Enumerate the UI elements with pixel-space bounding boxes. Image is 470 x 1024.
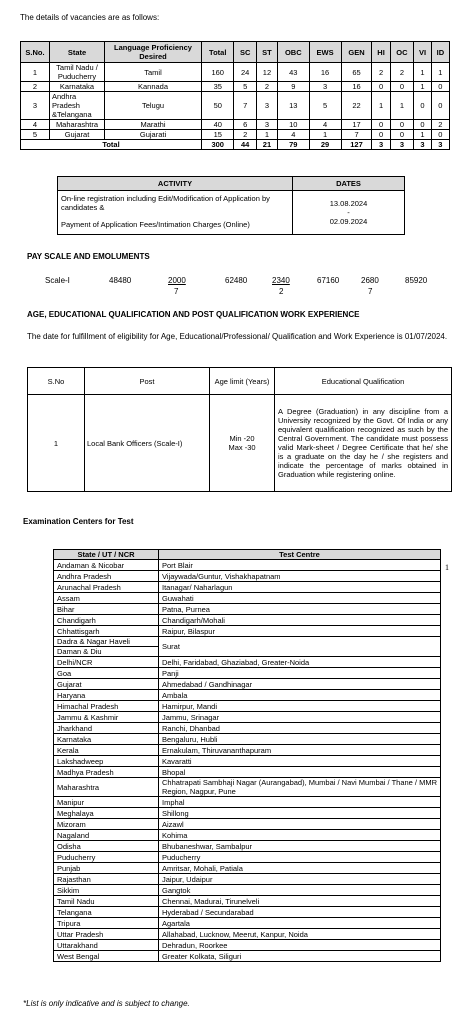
age-min: Min -20 [229,434,255,443]
center-test-centre: Gangtok [159,885,441,896]
vacancy-cell: 7 [341,130,372,140]
center-state: Himachal Pradesh [54,701,159,712]
eligibility-header-age: Age limit (Years) [210,368,275,395]
center-state: Uttarakhand [54,940,159,951]
vacancy-cell: Marathi [105,120,202,130]
total-cell: 3 [372,140,390,150]
table-row [54,593,441,604]
vacancy-cell: 9 [278,82,309,92]
vacancy-cell: 0 [414,92,432,120]
side-mark: 1 [445,563,449,572]
vacancy-header-row [21,42,450,63]
vacancy-cell: 40 [202,120,234,130]
total-cell: 3 [390,140,414,150]
vacancy-cell: 2 [431,120,449,130]
table-row [54,808,441,819]
center-state: West Bengal [54,951,159,962]
center-test-centre: Greater Kolkata, Siliguri [159,951,441,962]
table-row [28,395,452,492]
scale-label: Scale-I [45,276,70,285]
center-test-centre: Bhopal [159,767,441,778]
centers-body [54,797,441,962]
center-test-centre: Imphal [159,797,441,808]
center-test-centre: Ernakulam, Thiruvananthapuram [159,745,441,756]
center-state: Maharashtra [54,778,159,797]
vacancy-cell: Andhra Pradesh &Telangana [50,92,105,120]
center-state: Jammu & Kashmir [54,712,159,723]
table-row [54,701,441,712]
pay-value-1: 48480 [109,276,132,285]
dates-header: DATES [293,177,405,191]
vacancy-header-id: ID [431,42,449,63]
center-test-centre: Amritsar, Mohali, Patiala [159,863,441,874]
center-test-centre: Raipur, Bilaspur [159,626,441,637]
center-state: Andhra Pradesh [54,571,159,582]
center-test-centre: Shillong [159,808,441,819]
center-test-centre: Kavaratti [159,756,441,767]
center-test-centre: Hamirpur, Mandi [159,701,441,712]
center-test-centre: Ranchi, Dhanbad [159,723,441,734]
vacancy-cell: 0 [431,82,449,92]
table-row [54,940,441,951]
table-row [54,852,441,863]
table-row [58,191,405,235]
table-row [54,734,441,745]
total-cell: 300 [202,140,234,150]
vacancy-cell: 5 [309,92,341,120]
table-row [54,571,441,582]
centers-header-row [54,550,441,560]
centers-body [54,657,441,778]
centers-heading: Examination Centers for Test [23,517,134,526]
center-test-centre: Jammu, Srinagar [159,712,441,723]
center-state: Sikkim [54,885,159,896]
vacancy-cell: 0 [390,82,414,92]
pay-count-3: 7 [368,287,373,296]
vacancy-cell: Telugu [105,92,202,120]
pay-value-4: 85920 [405,276,428,285]
vacancy-cell: 2 [21,82,50,92]
center-state: Delhi/NCR [54,657,159,668]
vacancy-cell: 17 [341,120,372,130]
vacancy-header-ews: EWS [309,42,341,63]
activity-header: ACTIVITY [58,177,293,191]
total-cell: 44 [234,140,256,150]
center-test-centre: Hyderabad / Secundarabad [159,907,441,918]
eligibility-header-sno: S.No [28,368,85,395]
activity-line-1: On-line registration including Edit/Modification of Application by candidates & [61,194,270,212]
vacancy-cell: 1 [372,92,390,120]
vacancy-cell: 43 [278,63,309,82]
vacancy-cell: 0 [372,130,390,140]
eligibility-header-post: Post [85,368,210,395]
vacancy-cell: Maharashtra [50,120,105,130]
center-state: Puducherry [54,852,159,863]
center-test-centre: Chhatrapati Sambhaji Nagar (Aurangabad), Mumbai / Navi Mumbai / Thane / MMR Region, Nagpur, Pune [159,778,441,797]
centers-header-state: State / UT / NCR [54,550,159,560]
table-row [54,615,441,626]
center-state: Meghalaya [54,808,159,819]
pay-increment-3: 2680 [361,276,379,285]
center-state: Kerala [54,745,159,756]
center-state: Madhya Pradesh [54,767,159,778]
vacancy-cell: 0 [431,130,449,140]
age-heading: AGE, EDUCATIONAL QUALIFICATION AND POST QUALIFICATION WORK EXPERIENCE [27,310,360,319]
center-state: Punjab [54,863,159,874]
center-state: Goa [54,668,159,679]
vacancy-cell: 3 [256,120,277,130]
vacancy-cell: 1 [431,63,449,82]
activity-line-2: Payment of Application Fees/Intimation Charges (Online) [61,220,250,229]
vacancy-cell: Tamil Nadu / Puducherry [50,63,105,82]
date-start: 13.08.2024 [329,199,368,208]
center-state: Mizoram [54,819,159,830]
vacancy-cell: 2 [234,130,256,140]
vacancy-cell: 1 [21,63,50,82]
vacancy-cell: 2 [390,63,414,82]
center-test-centre: Ahmedabad / Gandhinagar [159,679,441,690]
vacancy-cell: 4 [21,120,50,130]
center-state: Nagaland [54,830,159,841]
vacancy-cell: Kannada [105,82,202,92]
center-state: Assam [54,593,159,604]
vacancy-cell: 15 [202,130,234,140]
vacancy-cell: 0 [414,120,432,130]
age-max: Max -30 [228,443,256,452]
vacancy-cell: 1 [256,130,277,140]
center-test-centre: Agartala [159,918,441,929]
table-row [54,712,441,723]
vacancy-cell: 24 [234,63,256,82]
date-separator: - [347,208,350,217]
footnote: *List is only indicative and is subject to change. [23,999,190,1008]
table-row [54,778,441,797]
center-test-centre: Bhubaneshwar, Sambalpur [159,841,441,852]
vacancy-cell: 35 [202,82,234,92]
table-row [54,637,441,647]
table-row [54,745,441,756]
table-row [54,767,441,778]
pay-count-1: 7 [174,287,179,296]
vacancy-cell: 2 [256,82,277,92]
center-state: Chandigarh [54,615,159,626]
vacancy-cell: 1 [414,82,432,92]
total-cell: 3 [431,140,449,150]
centers-table [53,549,441,962]
center-test-centre: Vijaywada/Guntur, Vishakhapatnam [159,571,441,582]
table-row [54,756,441,767]
vacancy-cell: 12 [256,63,277,82]
age-note: The date for fulfillment of eligibility for Age, Educational/Professional/ Qualification and Work Experience is 01/07/2024. [27,332,448,341]
vacancy-header-obc: OBC [278,42,309,63]
center-state: Uttar Pradesh [54,929,159,940]
vacancy-cell: 2 [372,63,390,82]
table-row [54,896,441,907]
center-state: Haryana [54,690,159,701]
vacancy-cell: 0 [372,82,390,92]
vacancy-cell: Karnataka [50,82,105,92]
pay-heading: PAY SCALE AND EMOLUMENTS [27,252,150,261]
vacancy-cell: 13 [278,92,309,120]
vacancy-cell: 3 [256,92,277,120]
vacancy-cell: 7 [234,92,256,120]
table-row [21,130,450,140]
vacancy-header-language: Language Proficiency Desired [105,42,202,63]
total-label: Total [21,140,202,150]
vacancy-cell: 0 [431,92,449,120]
center-test-centre: Kohima [159,830,441,841]
center-test-centre: Panji [159,668,441,679]
center-state: Lakshadweep [54,756,159,767]
vacancy-cell: 1 [309,130,341,140]
pay-value-3: 67160 [317,276,340,285]
table-row [21,92,450,120]
center-state: Rajasthan [54,874,159,885]
total-cell: 29 [309,140,341,150]
table-row [54,863,441,874]
center-state: Arunachal Pradesh [54,582,159,593]
table-row [54,582,441,593]
center-test-centre: Itanagar/ Naharlagun [159,582,441,593]
table-row [54,874,441,885]
table-row [54,560,441,571]
center-test-centre: Guwahati [159,593,441,604]
pay-increment-1: 2000 [168,276,186,285]
eligibility-qualification: A Degree (Graduation) in any discipline from a University recognized by the Govt. Of India or any equivalent qualification recognized as such by the Central Government. The candidate must possess valid Mark-sheet / Degree Certificate that he/ she is a graduate on the day he / she registers and indicate the percentage of marks obtained in Graduation while registering online. [275,395,452,492]
center-test-centre: Patna, Purnea [159,604,441,615]
center-state: Tripura [54,918,159,929]
total-cell: 21 [256,140,277,150]
center-state: Tamil Nadu [54,896,159,907]
vacancy-cell: 0 [390,120,414,130]
table-row [54,885,441,896]
vacancy-cell: 3 [309,82,341,92]
center-state: Karnataka [54,734,159,745]
vacancy-header-oc: OC [390,42,414,63]
date-end: 02.09.2024 [329,217,368,226]
vacancy-cell: 4 [309,120,341,130]
pay-count-2: 2 [279,287,284,296]
vacancy-cell: 160 [202,63,234,82]
center-state: Telangana [54,907,159,918]
table-row [54,907,441,918]
table-row [54,668,441,679]
table-row [54,626,441,637]
vacancy-cell: Tamil [105,63,202,82]
table-row [54,723,441,734]
table-row [21,63,450,82]
eligibility-age [210,395,275,492]
vacancy-header-gen: GEN [341,42,372,63]
vacancy-cell: 10 [278,120,309,130]
dates-cell [293,191,405,235]
vacancy-cell: 22 [341,92,372,120]
table-row [54,797,441,808]
table-row [54,679,441,690]
vacancy-cell: 0 [372,120,390,130]
vacancy-header-sc: SC [234,42,256,63]
vacancy-cell: 0 [390,130,414,140]
center-state: Jharkhand [54,723,159,734]
center-test-centre: Surat [159,637,441,657]
vacancy-cell: 1 [414,130,432,140]
vacancy-cell: 3 [21,92,50,120]
vacancy-header-vi: VI [414,42,432,63]
table-row [54,841,441,852]
vacancy-cell: 16 [309,63,341,82]
vacancy-header-sno: S.No. [21,42,50,63]
activity-table [57,176,405,235]
center-state: Gujarat [54,679,159,690]
vacancy-cell: 5 [234,82,256,92]
vacancy-header-state: State [50,42,105,63]
activity-cell [58,191,293,235]
table-row [54,657,441,668]
center-test-centre: Port Blair [159,560,441,571]
activity-header-row [58,177,405,191]
centers-body [54,560,441,637]
table-row [54,819,441,830]
center-test-centre: Allahabad, Lucknow, Meerut, Kanpur, Noida [159,929,441,940]
total-cell: 79 [278,140,309,150]
vacancy-table [20,41,450,150]
table-row [21,82,450,92]
total-row [21,140,450,150]
center-test-centre: Dehradun, Roorkee [159,940,441,951]
center-test-centre: Delhi, Faridabad, Ghaziabad, Greater-Noida [159,657,441,668]
vacancy-cell: 6 [234,120,256,130]
center-state: Manipur [54,797,159,808]
pay-value-2: 62480 [225,276,248,285]
center-state: Andaman & Nicobar [54,560,159,571]
vacancy-cell: 50 [202,92,234,120]
table-row [54,604,441,615]
center-state: Dadra & Nagar Haveli [54,637,159,647]
vacancy-cell: Gujarat [50,130,105,140]
table-row [21,120,450,130]
table-row [54,690,441,701]
total-cell: 127 [341,140,372,150]
eligibility-post: Local Bank Officers (Scale-I) [85,395,210,492]
center-test-centre: Jaipur, Udaipur [159,874,441,885]
table-row [54,918,441,929]
eligibility-header-qualification: Educational Qualification [275,368,452,395]
center-test-centre: Ambala [159,690,441,701]
vacancy-cell: 1 [390,92,414,120]
vacancy-header-total: Total [202,42,234,63]
vacancy-cell: 4 [278,130,309,140]
center-test-centre: Chandigarh/Mohali [159,615,441,626]
center-test-centre: Bengaluru, Hubli [159,734,441,745]
center-test-centre: Puducherry [159,852,441,863]
center-state: Chhattisgarh [54,626,159,637]
eligibility-sno: 1 [28,395,85,492]
vacancy-header-hi: HI [372,42,390,63]
vacancy-cell: Gujarati [105,130,202,140]
center-state: Odisha [54,841,159,852]
vacancy-cell: 5 [21,130,50,140]
table-row [54,929,441,940]
vacancy-header-st: ST [256,42,277,63]
table-row [54,951,441,962]
center-state: Daman & Diu [54,647,159,657]
intro-text: The details of vacancies are as follows: [20,13,160,22]
total-cell: 3 [414,140,432,150]
center-test-centre: Chennai, Madurai, Tirunelveli [159,896,441,907]
pay-increment-2: 2340 [272,276,290,285]
vacancy-cell: 16 [341,82,372,92]
vacancy-cell: 65 [341,63,372,82]
eligibility-header-row [28,368,452,395]
center-state: Bihar [54,604,159,615]
table-row [54,830,441,841]
vacancy-cell: 1 [414,63,432,82]
centers-header-centre: Test Centre [159,550,441,560]
center-test-centre: Aizawl [159,819,441,830]
eligibility-table [27,367,452,492]
